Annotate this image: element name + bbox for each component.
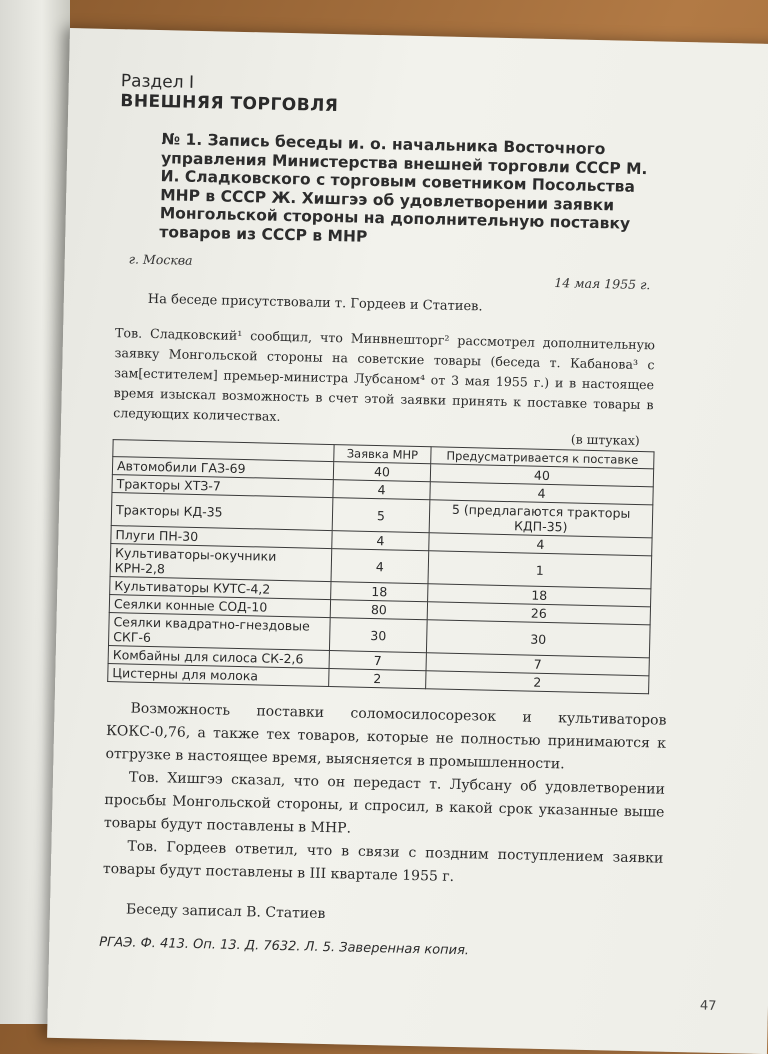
table-cell-supply: 18	[428, 584, 651, 607]
table-header-supply: Предусматривается к поставке	[431, 447, 654, 469]
table-cell-item: Культиваторы-окучники КРН-2,8	[110, 544, 332, 582]
table-cell-request: 18	[331, 582, 428, 602]
body-text	[103, 697, 667, 894]
body-paragraph: Возможность поставки соломосилосорезок и культиваторов КОКС-0,76, а также тех товаров, которые не полностью принимаются к отгрузке в настоящее время, выясняется в промышленности.	[105, 700, 667, 773]
table-cell-item: Тракторы ХТЗ-7	[112, 475, 333, 498]
table-cell-request: 40	[333, 462, 430, 482]
table-body	[108, 457, 654, 694]
archive-source: РГАЭ. Ф. 413. Оп. 13. Д. 7632. Л. 5. Заверенная копия.	[99, 934, 470, 959]
attendees-line: На беседе присутствовали т. Гордеев и Статиев.	[147, 291, 483, 315]
table-cell-request: 4	[332, 531, 429, 551]
section-label: Раздел I	[120, 71, 195, 93]
table-cell-supply: 30	[426, 620, 650, 658]
table-cell-request: 5	[332, 498, 430, 533]
table-cell-request: 2	[329, 669, 426, 689]
table-cell-item: Цистерны для молока	[108, 664, 329, 687]
document-date: 14 мая 1955 г.	[554, 275, 651, 293]
document-title: № 1. Запись беседы и. о. начальника Восточного управления Министерства внешней торговли СССР М. И. Сладковского с торговым советником Посольства МНР в СССР Ж. Хишгээ об удовлетворении заявки Монгольской стороны на дополнительную поставку товаров из СССР в МНР	[159, 130, 648, 246]
table-cell-supply: 1	[428, 551, 652, 589]
signature-line: Беседу записал В. Статиев	[125, 901, 326, 923]
body-paragraph: Тов. Гордеев ответил, что в связи с поздним поступлением заявки товары будут поставлены в III квартале 1955 г.	[102, 838, 664, 885]
page-number: 47	[699, 998, 717, 1014]
table-cell-request: 4	[331, 549, 429, 584]
table-cell-request: 80	[330, 600, 427, 620]
book-page	[47, 28, 768, 1054]
table-cell-item: Тракторы КД-35	[111, 493, 333, 531]
table-cell-supply: 5 (предлагаются тракторы КДП-35)	[429, 500, 653, 538]
table-cell-request: 30	[329, 618, 427, 653]
body-paragraph: Тов. Хишгээ сказал, что он передаст т. Лубсану об удовлетворении просьбы Монгольской стороны, и спросил, в какой срок указанные выше товары будут поставлены в МНР.	[103, 769, 666, 837]
intro-paragraph: Тов. Сладковский¹ сообщил, что Минвнешторг² рассмотрел дополнительную заявку Монгольской стороны на советские товары (беседа т. Кабанова³ с зам[естителем] премьер-министра Лубсаном⁴ от 3 мая 1955 г.) и в настоящее время изыскал возможность в счет этой заявки принять к поставке товары в следующих количествах.	[113, 325, 656, 424]
table-units: (в штуках)	[570, 431, 640, 449]
table-cell-item: Сеялки конные СОД-10	[109, 595, 330, 618]
table-cell-request: 4	[333, 480, 430, 500]
document-place: г. Москва	[128, 251, 193, 268]
table-cell-item: Комбайны для силоса СК-2,6	[108, 646, 329, 669]
table-cell-request: 7	[329, 651, 426, 671]
goods-table	[107, 439, 654, 694]
table-cell-item: Автомобили ГАЗ-69	[112, 457, 333, 480]
table-cell-supply: 40	[430, 464, 653, 487]
table-cell-item: Плуги ПН-30	[111, 526, 332, 549]
table-cell-supply: 2	[426, 671, 649, 694]
table-cell-supply: 4	[430, 482, 653, 505]
table-cell-item: Культиваторы КУТС-4,2	[110, 577, 331, 600]
table-cell-supply: 4	[429, 533, 652, 556]
table-cell-supply: 26	[427, 602, 650, 625]
table-header-request: Заявка МНР	[334, 445, 431, 464]
table-cell-item: Сеялки квадратно-гнездовые СКГ-6	[108, 613, 330, 651]
table-cell-supply: 7	[426, 653, 649, 676]
section-title: ВНЕШНЯЯ ТОРГОВЛЯ	[120, 91, 339, 117]
